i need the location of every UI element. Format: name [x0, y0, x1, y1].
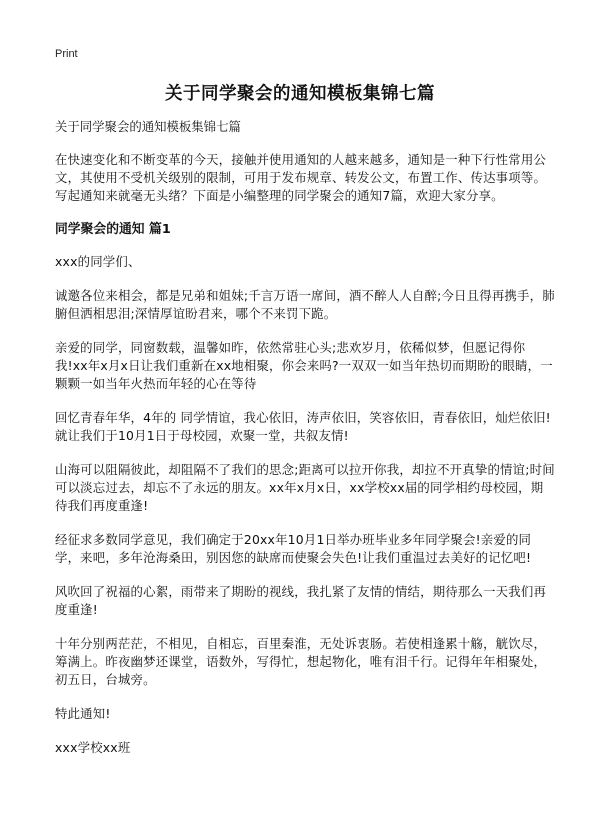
paragraph: 回忆青春年华，4年的 同学情谊，我心依旧，涛声依旧，笑容依旧，青春依旧，灿烂依旧!就让我们于10月1日于母校园，欢聚一堂，共叙友情! [55, 410, 551, 443]
paragraph: xxx的同学们、 [55, 254, 141, 269]
section-heading: 同学聚会的通知 篇1 [55, 222, 171, 237]
paragraph: 十年分别两茫茫，不相见，自相忘，百里秦淮，无处诉衷肠。若使相逢累十觞，觥饮尽，筹满上。昨夜幽梦还课堂，语数外，写得忙，想起物化，唯有泪千行。记得年年相聚处，初五日，台城旁。 [55, 636, 547, 687]
paragraph: 亲爱的同学，同窗数载，温馨如昨，依然常驻心头;悲欢岁月，依稀似梦，但愿记得你我!xx年x月x日让我们重新在xx地相聚，你会来吗?一双双一如当年热切而期盼的眼睛，一颗颗一如当年火热而年轻的心在等待 [55, 340, 553, 391]
paragraph: 诚邀各位来相会，都是兄弟和姐妹;千言万语一席间，酒不醉人人自醉;今日且得再携手，肺腑但洒相思泪;深情厚谊盼君来，哪个不来罚下跪。 [55, 288, 555, 321]
paragraph: 经征求多数同学意见，我们确定于20xx年10月1日举办班毕业多年同学聚会!亲爱的同学，来吧，多年沧海桑田，别因您的缺席而使聚会失色!让我们重温过去美好的记忆吧! [55, 532, 532, 565]
page-title: 关于同学聚会的通知模板集锦七篇 [165, 84, 435, 104]
print-label: Print [55, 48, 78, 60]
signature-line: xxx学校xx班 [55, 740, 131, 755]
paragraph: 山海可以阻隔彼此，却阻隔不了我们的思念;距离可以拉开你我，却拉不开真挚的情谊;时间可以淡忘过去，却忘不了永远的朋友。xx年x月x日，xx学校xx届的同学相约母校园，期待我们再度重逢! [55, 462, 555, 513]
paragraph: 风吹回了祝福的心絮，雨带来了期盼的视线，我扎紧了友情的情结，期待那么一天我们再度重逢! [55, 584, 547, 617]
closing-line: 特此通知! [55, 706, 111, 721]
document-subtitle: 关于同学聚会的通知模板集锦七篇 [55, 119, 241, 134]
intro-paragraph: 在快速变化和不断变革的今天，接触并使用通知的人越来越多，通知是一种下行性常用公文，其使用不受机关级别的限制，可用于发布规章、转发公文，布置工作、传达事项等。写起通知来就毫无头绪？下面是小编整理的同学聚会的通知7篇，欢迎大家分享。 [55, 152, 547, 203]
document-body [55, 118, 555, 773]
